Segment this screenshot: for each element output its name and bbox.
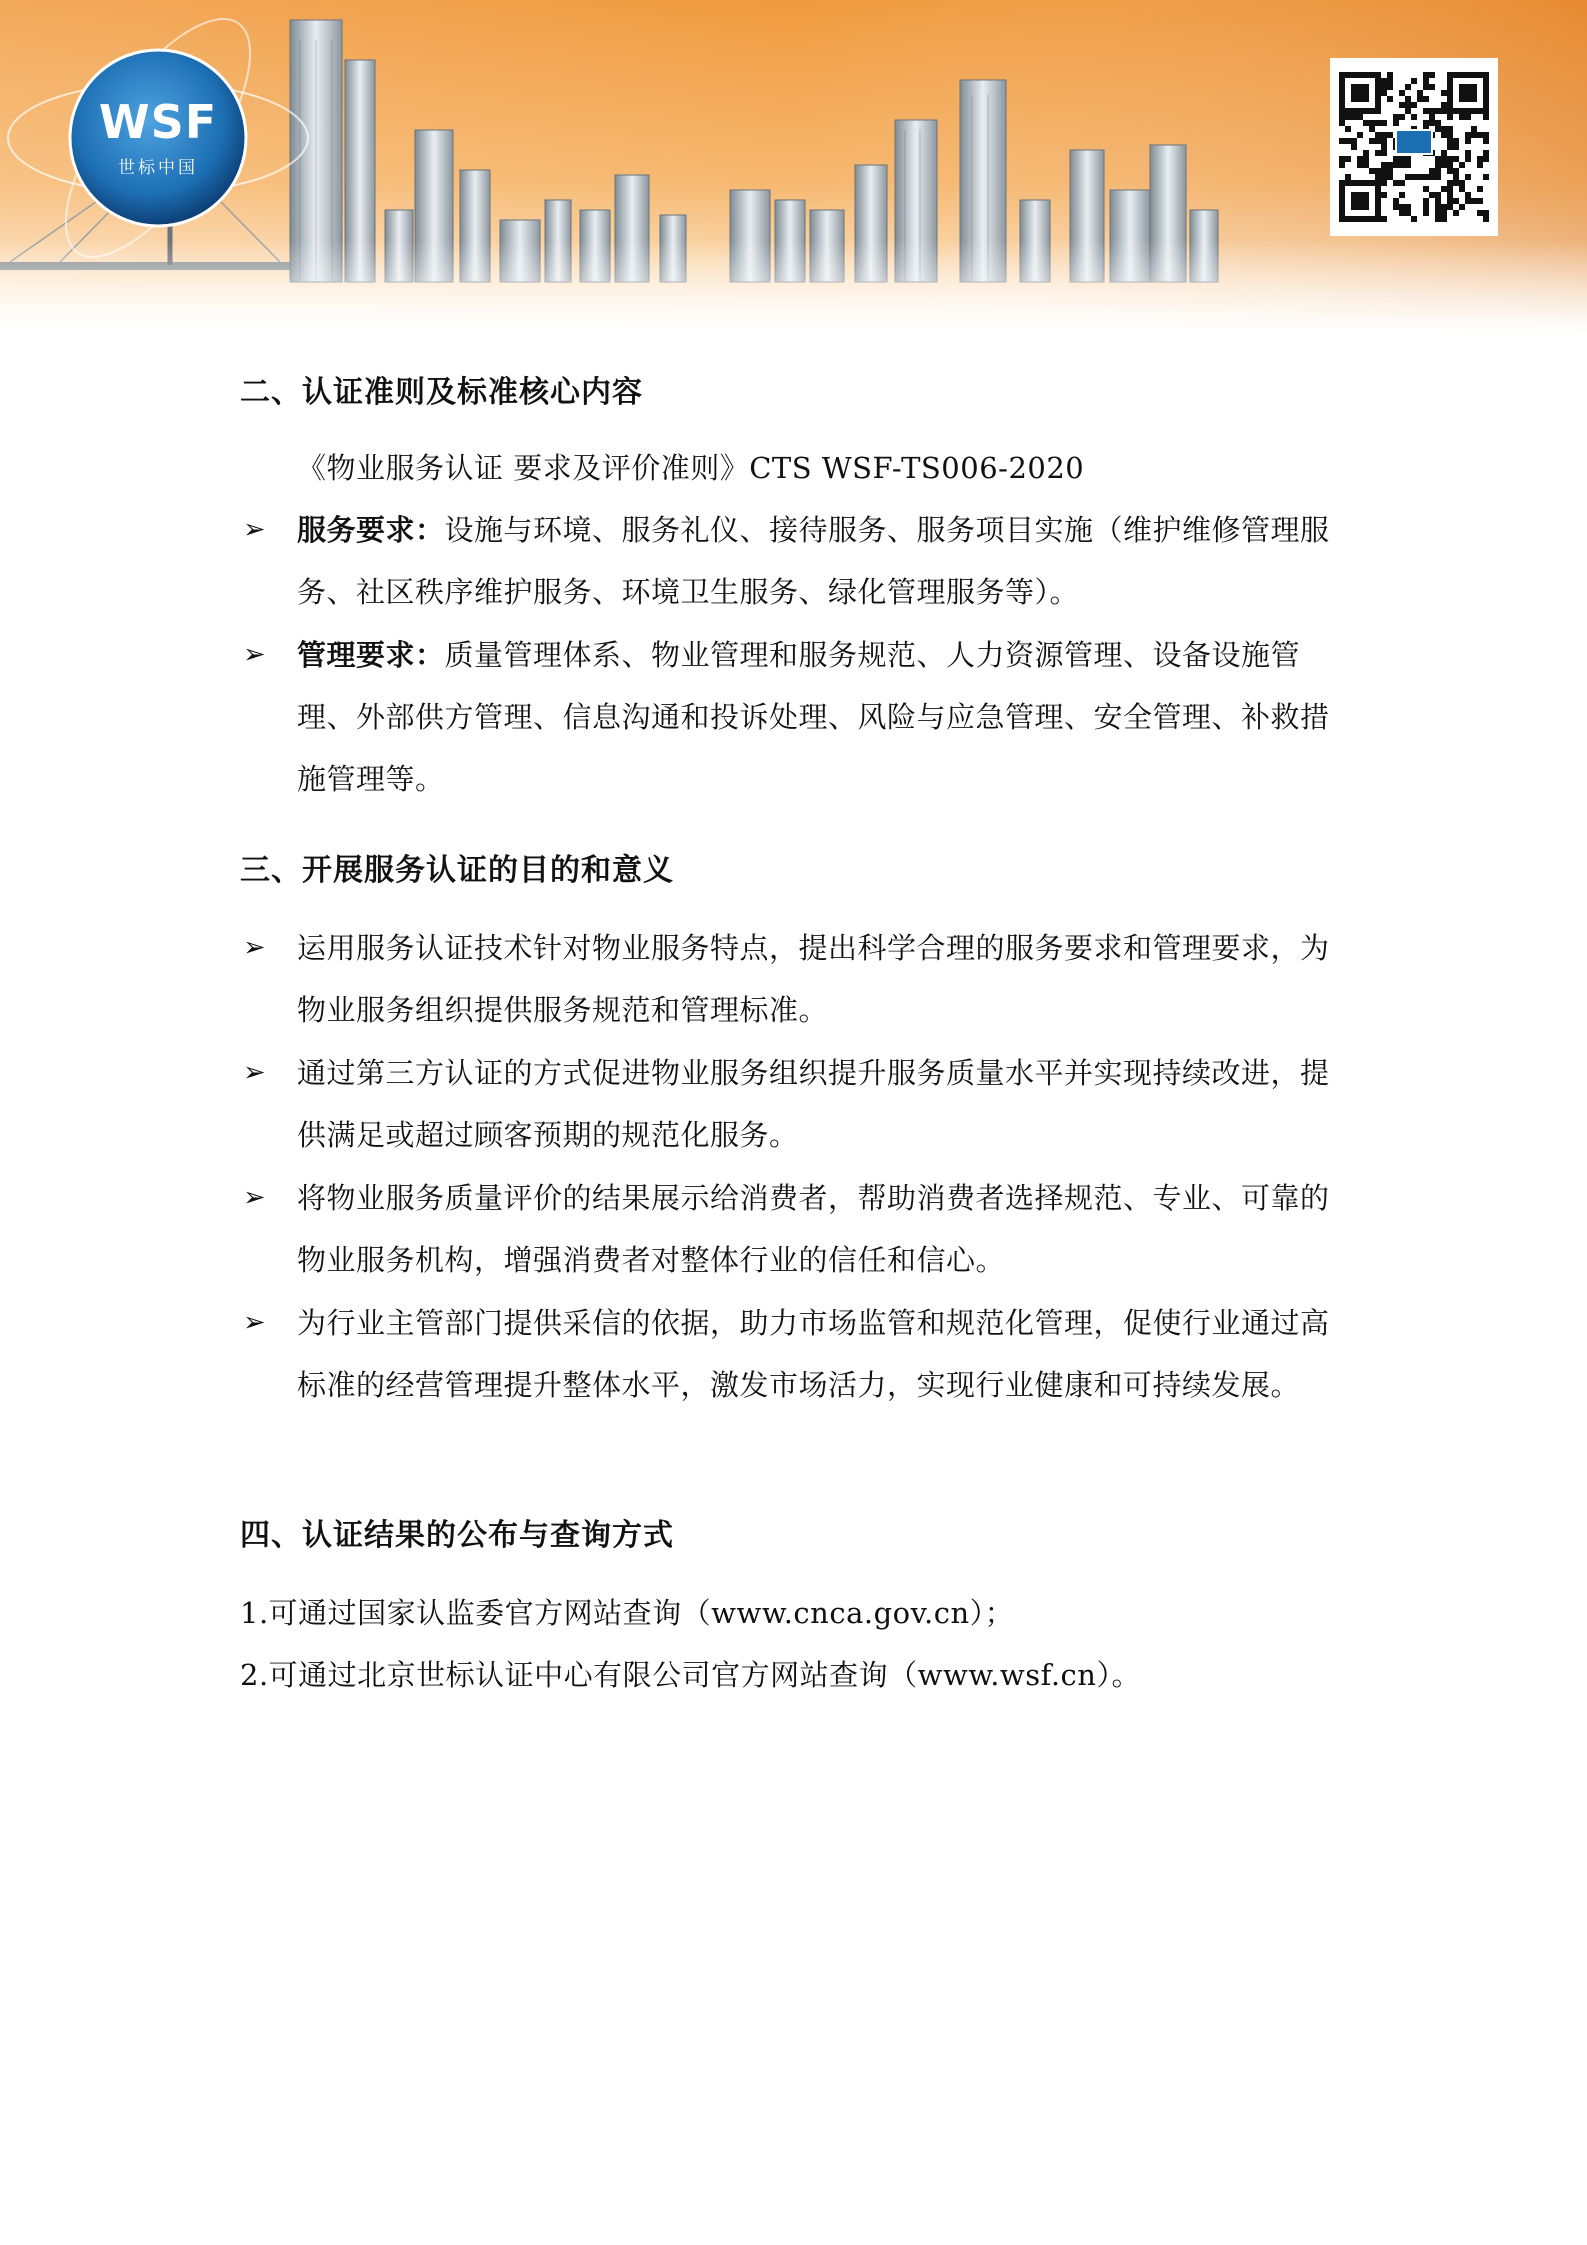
bullet-arrow-icon: ➢ <box>243 1057 266 1088</box>
section-heading: 四、认证结果的公布与查询方式 <box>240 1518 674 1553</box>
bullet-arrow-icon: ➢ <box>243 639 266 670</box>
standard-line: 《物业服务认证 要求及评价准则》CTS WSF-TS006-2020 <box>297 451 1085 485</box>
query-item: 2.可通过北京世标认证中心有限公司官方网站查询（www.wsf.cn）。 <box>240 1658 1141 1692</box>
bullet-arrow-icon: ➢ <box>243 1307 266 1338</box>
list-item: 通过第三方认证的方式促进物业服务组织提升服务质量水平并实现持续改进，提供满足或超过顾客预期的规范化服务。 <box>297 1056 1330 1152</box>
list-item: 为行业主管部门提供采信的依据，助力市场监管和规范化管理，促使行业通过高标准的经营管理提升整体水平，激发市场活力，实现行业健康和可持续发展。 <box>297 1306 1330 1402</box>
bullet-label: 服务要求： <box>297 513 445 547</box>
bullet-text: 设施与环境、服务礼仪、接待服务、服务项目实施（维护维修管理服务、社区秩序维护服务、环境卫生服务、绿化管理服务等）。 <box>297 513 1330 609</box>
section-heading: 三、开展服务认证的目的和意义 <box>240 853 674 888</box>
bullet-arrow-icon: ➢ <box>243 932 266 963</box>
list-item <box>297 624 1357 810</box>
logo-subtitle: 世标中国 <box>118 157 198 178</box>
list-item <box>297 499 1357 623</box>
bullet-arrow-icon: ➢ <box>243 1182 266 1213</box>
section-heading: 二、认证准则及标准核心内容 <box>240 375 643 410</box>
query-item: 1.可通过国家认监委官方网站查询（www.cnca.gov.cn）； <box>240 1596 1015 1630</box>
bullet-label: 管理要求： <box>297 638 445 672</box>
list-item: 运用服务认证技术针对物业服务特点，提出科学合理的服务要求和管理要求，为物业服务组织提供服务规范和管理标准。 <box>297 931 1330 1027</box>
bullet-arrow-icon: ➢ <box>243 514 266 545</box>
logo-brand: WSF <box>98 94 218 149</box>
list-item: 将物业服务质量评价的结果展示给消费者，帮助消费者选择规范、专业、可靠的物业服务机构，增强消费者对整体行业的信任和信心。 <box>297 1181 1330 1277</box>
bullet-text: 质量管理体系、物业管理和服务规范、人力资源管理、设备设施管理、外部供方管理、信息沟通和投诉处理、风险与应急管理、安全管理、补救措施管理等。 <box>297 638 1330 796</box>
